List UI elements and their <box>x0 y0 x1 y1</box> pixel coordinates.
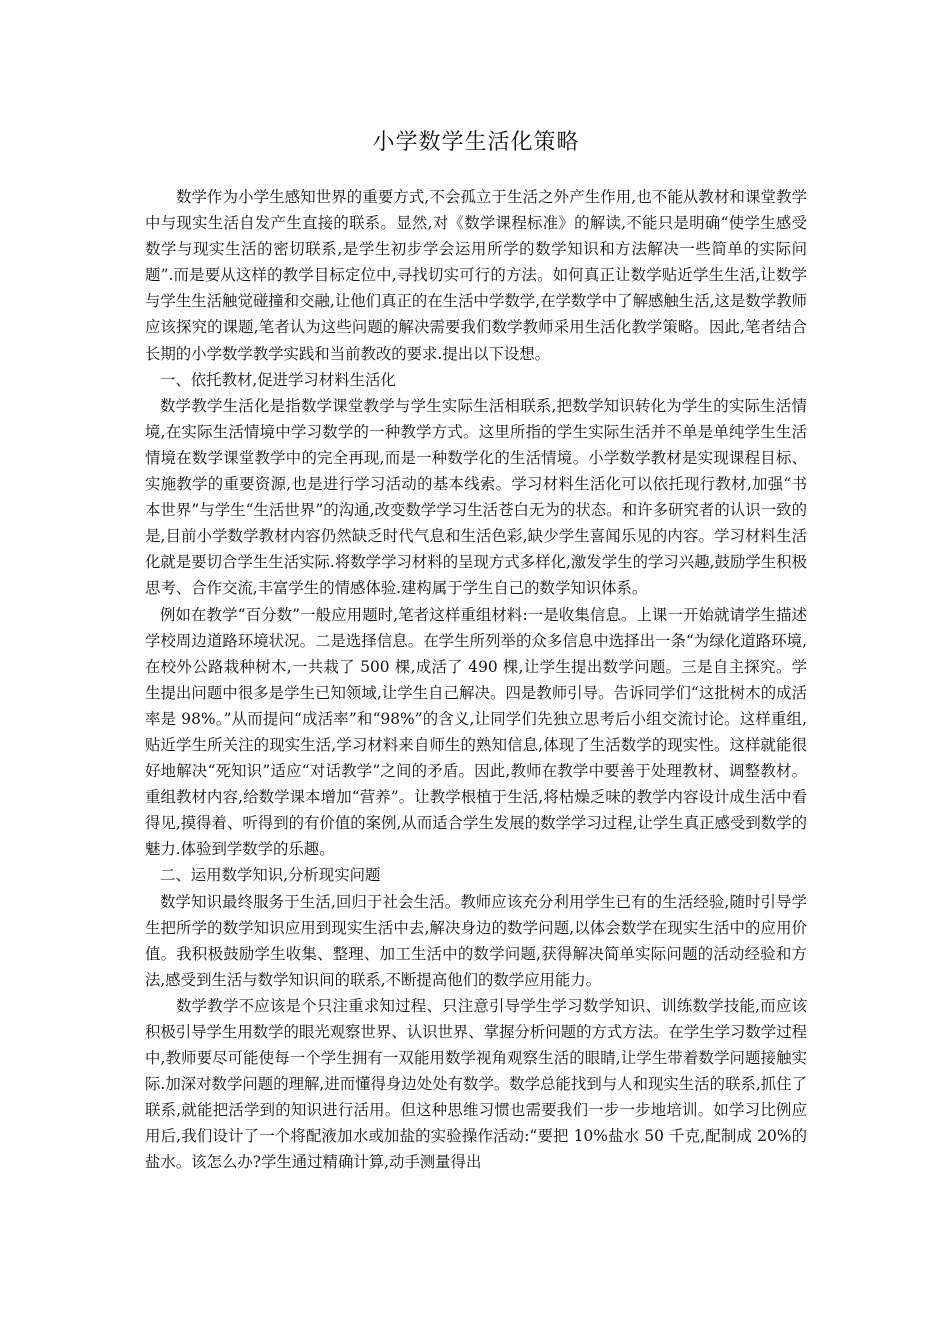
section-heading-1: 一、依托教材,促进学习材料生活化 <box>160 370 396 389</box>
section-heading-2: 二、运用数学知识,分析现实问题 <box>160 866 381 885</box>
paragraph-intro: 数学作为小学生感知世界的重要方式,不会孤立于生活之外产生作用,也不能从教材和课堂教学中与现实生活自发产生直接的联系。显然,对《数学课程标准》的解读,不能只是明确“使学生感受数学与现实生活的密切联系,是学生初步学会运用所学的数学知识和方法解决一些简单的实际问题”.而是要从这样的教学目标定位中,寻找切实可行的方法。如何真正让数学贴近学生生活,让数学与学生生活触觉碰撞和交融,让他们真正的在生活中学数学,在学数学中了解感触生活,这是数学教师应该探究的课题,笔者认为这些问题的解决需要我们数学教师采用生活化教学策略。因此,笔者结合长期的小学数学教学实践和当前教改的要求.提出以下设想。 <box>145 188 807 363</box>
document-title: 小学数学生活化策略 <box>372 130 580 155</box>
paragraph-section1-body: 数学教学生活化是指数学课堂教学与学生实际生活相联系,把数学知识转化为学生的实际生活情境,在实际生活情境中学习数学的一种教学方式。这里所指的学生实际生活并不单是单纯学生生活情境在数学课堂教学中的完全再现,而是一种数学化的生活情境。小学数学教材是实现课程目标、实施教学的重要资源,也是进行学习活动的基本线索。学习材料生活化可以依托现行教材,加强“书本世界”与学生“生活世界”的沟通,改变数学学习生活苍白无为的状态。和许多研究者的认识一致的是,目前小学数学教材内容仍然缺乏时代气息和生活色彩,缺少学生喜闻乐见的内容。学习材料生活化就是要切合学生生活实际.将数学学习材料的呈现方式多样化,激发学生的学习兴趣,鼓励学生积极思考、合作交流,丰富学生的情感体验.建构属于学生自己的数学知识体系。 <box>145 396 807 598</box>
paragraph-section2-continued: 数学教学不应该是个只注重求知过程、只注意引导学生学习数学知识、训练数学技能,而应该积极引导学生用数学的眼光观察世界、认识世界、掌握分析问题的方式方法。在学生学习数学过程中,教师要尽可能使每一个学生拥有一双能用数学视角观察生活的眼睛,让学生带着数学问题接触实际.加深对数学问题的理解,进而懂得身边处处有数学。数学总能找到与人和现实生活的联系,抓住了联系,就能把活学到的知识进行活用。但这种思维习惯也需要我们一步一步地培训。如学习比例应用后,我们设计了一个将配液加水或加盐的实验操作活动:“要把 10%盐水 50 千克,配制成 20%的盐水。该怎么办?学生通过精确计算,动手测量得出 <box>145 996 807 1172</box>
paragraph-section1-example: 例如在教学“百分数”一般应用题时,笔者这样重组材料:一是收集信息。上课一开始就请学生描述学校周边道路环境状况。二是选择信息。在学生所列举的众多信息中选择出一条“为绿化道路环境,在校外公路栽种树木,一共栽了 500 棵,成活了 490 棵,让学生提出数学问题。三是自主探究。学生提出问题中很多是学生已知领域,让学生自己解决。四是教师引导。告诉同学们“这批树木的成活率是 98%。”从而提问“成活率”和“98%”的含义,让同学们先独立思考后小组交流讨论。这样重组,贴近学生所关注的现实生活,学习材料来自师生的熟知信息,体现了生活数学的现实性。这样就能很好地解决“死知识”适应“对话教学”之间的矛盾。因此,教师在教学中要善于处理教材、调整教材。重组教材内容,给数学课本增加“营养”。让教学根植于生活,将枯燥乏味的教学内容设计成生活中看得见,摸得着、听得到的有价值的案例,从而适合学生发展的数学学习过程,让学生真正感受到数学的魅力.体验到学数学的乐趣。 <box>145 605 807 859</box>
paragraph-section2-body: 数学知识最终服务于生活,回归于社会生活。教师应该充分利用学生已有的生活经验,随时引导学生把所学的数学知识应用到现实生活中去,解决身边的数学问题,以体会数学在现实生活中的应用价值。我积极鼓励学生收集、整理、加工生活中的数学问题,获得解决简单实际问题的活动经验和方法,感受到生活与数学知识间的联系,不断提高他们的数学应用能力。 <box>145 892 807 989</box>
document-page <box>145 128 807 1176</box>
